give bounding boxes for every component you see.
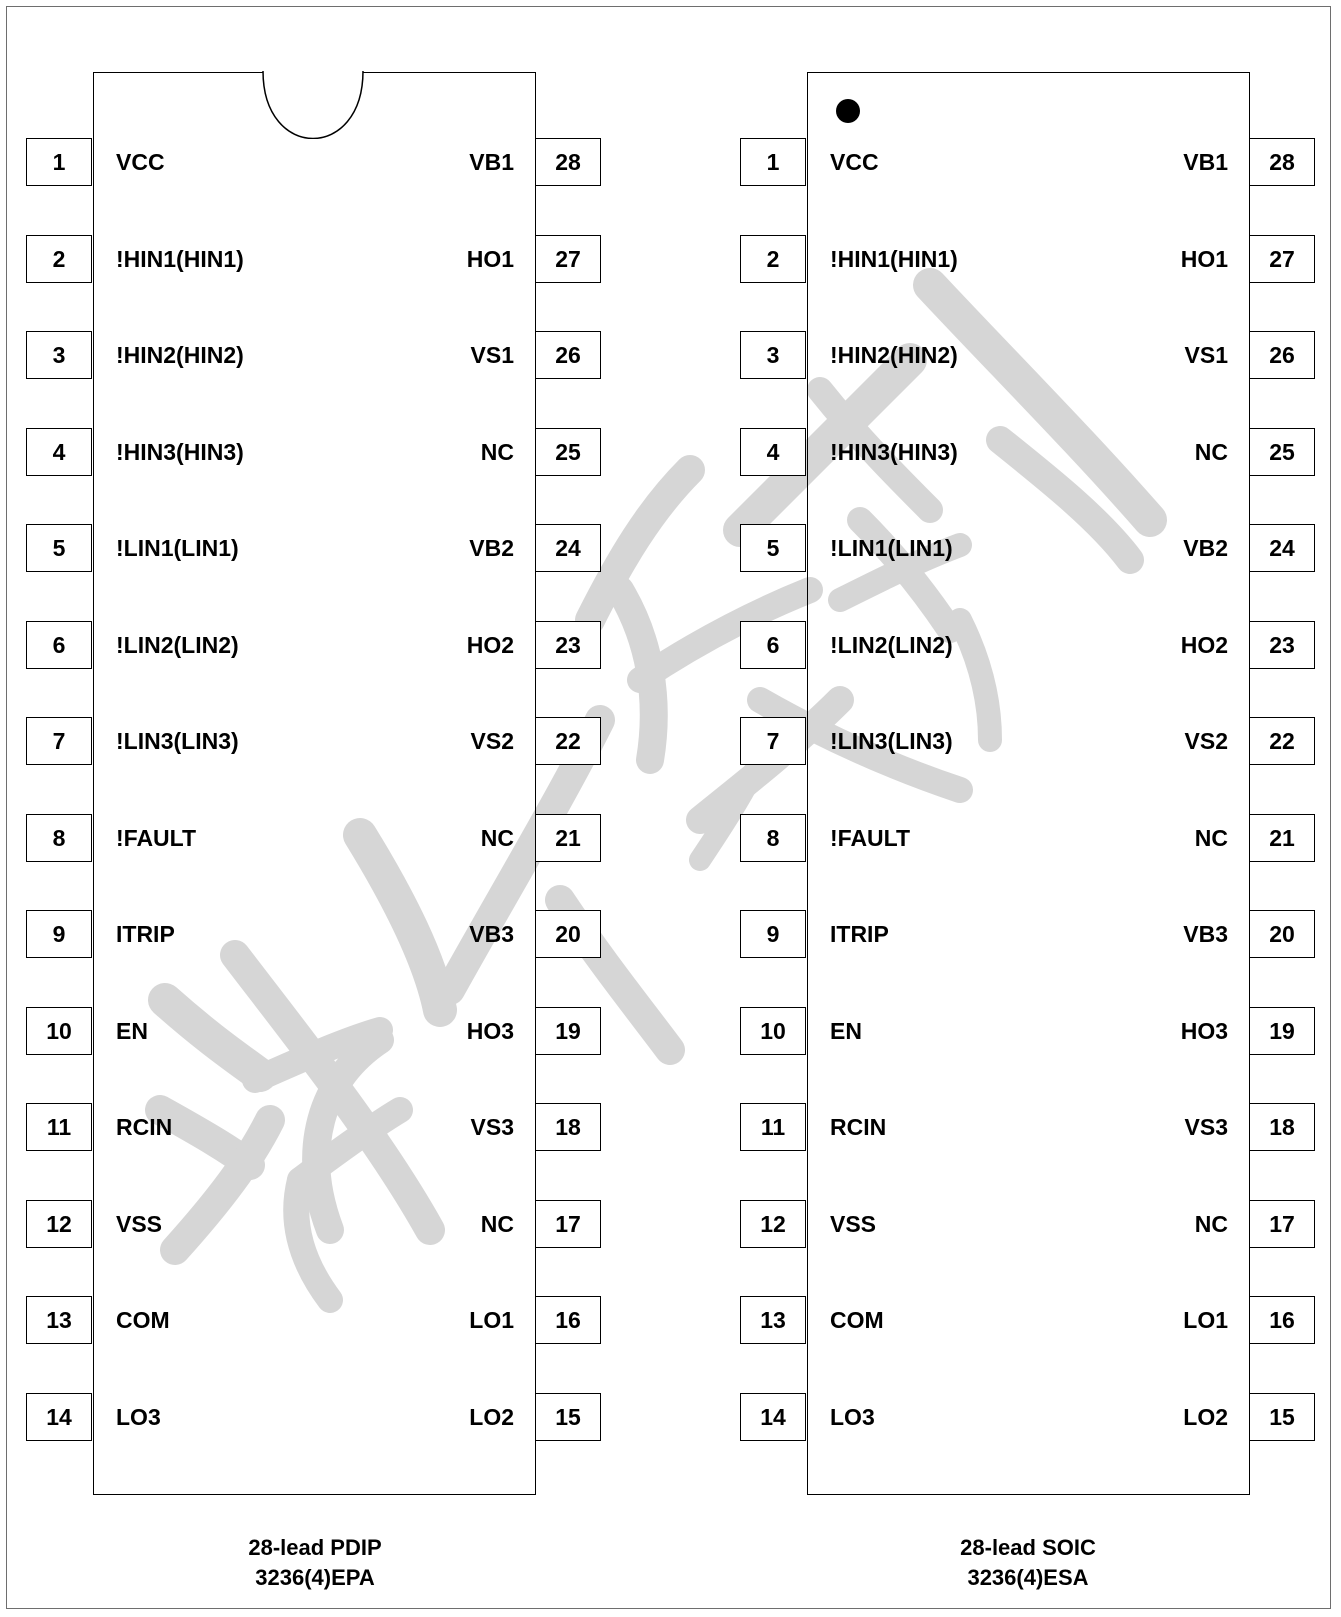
soic-caption-line2: 3236(4)ESA [967, 1565, 1089, 1590]
pdip-pin-box-12: 12 [26, 1200, 92, 1248]
pdip-pin-box-28: 28 [535, 138, 601, 186]
pdip-pin-box-15: 15 [535, 1393, 601, 1441]
pdip-pin-box-1: 1 [26, 138, 92, 186]
soic-pin-box-6: 6 [740, 621, 806, 669]
soic-pin-label-12: VSS [830, 1211, 877, 1237]
pdip-pin-label-4: !HIN3(HIN3) [116, 439, 244, 465]
soic-pin-label-14: LO3 [830, 1404, 875, 1430]
pdip-pin-label-28: VB1 [469, 149, 514, 175]
pdip-pin-label-27: HO1 [466, 246, 514, 272]
pdip-pin-box-26: 26 [535, 331, 601, 379]
soic-pin-label-17: NC [1194, 1211, 1228, 1237]
soic-pin-label-18: VS3 [1184, 1114, 1228, 1140]
soic-pin-box-14: 14 [740, 1393, 806, 1441]
pdip-pin-label-5: !LIN1(LIN1) [116, 535, 239, 561]
soic-package-body [807, 72, 1250, 1495]
soic-pin-label-19: HO3 [1180, 1018, 1228, 1044]
pdip-pin-box-9: 9 [26, 910, 92, 958]
pdip-pin-box-10: 10 [26, 1007, 92, 1055]
pdip-pin-box-2: 2 [26, 235, 92, 283]
pin1-notch-marker [262, 71, 364, 139]
soic-pin-box-7: 7 [740, 717, 806, 765]
pdip-pin-label-11: RCIN [116, 1114, 173, 1140]
pdip-caption [115, 1533, 515, 1593]
pdip-pin-label-25: NC [480, 439, 514, 465]
pdip-pin-box-3: 3 [26, 331, 92, 379]
soic-pin-label-2: !HIN1(HIN1) [830, 246, 958, 272]
soic-pin-label-11: RCIN [830, 1114, 887, 1140]
soic-pin-label-26: VS1 [1184, 342, 1228, 368]
soic-pin-label-4: !HIN3(HIN3) [830, 439, 958, 465]
soic-pin-label-22: VS2 [1184, 728, 1228, 754]
pdip-pin-box-22: 22 [535, 717, 601, 765]
soic-pin-label-6: !LIN2(LIN2) [830, 632, 953, 658]
soic-pin-box-18: 18 [1249, 1103, 1315, 1151]
pdip-pin-box-11: 11 [26, 1103, 92, 1151]
soic-pin-box-2: 2 [740, 235, 806, 283]
soic-pin-box-22: 22 [1249, 717, 1315, 765]
soic-pin-box-9: 9 [740, 910, 806, 958]
pin1-dot-marker [836, 99, 860, 123]
pdip-pin-box-20: 20 [535, 910, 601, 958]
soic-pin-label-20: VB3 [1183, 921, 1228, 947]
pdip-pin-label-13: COM [116, 1307, 170, 1333]
soic-pin-box-23: 23 [1249, 621, 1315, 669]
pdip-pin-box-6: 6 [26, 621, 92, 669]
pdip-pin-label-18: VS3 [470, 1114, 514, 1140]
pdip-pin-label-14: LO3 [116, 1404, 161, 1430]
soic-pin-box-26: 26 [1249, 331, 1315, 379]
soic-pin-box-20: 20 [1249, 910, 1315, 958]
soic-pin-box-25: 25 [1249, 428, 1315, 476]
pdip-pin-label-3: !HIN2(HIN2) [116, 342, 244, 368]
pdip-caption-line1: 28-lead PDIP [248, 1535, 382, 1560]
pdip-pin-box-16: 16 [535, 1296, 601, 1344]
pdip-pin-label-22: VS2 [470, 728, 514, 754]
pdip-pin-label-15: LO2 [469, 1404, 514, 1430]
soic-pin-label-27: HO1 [1180, 246, 1228, 272]
soic-pin-box-21: 21 [1249, 814, 1315, 862]
pdip-pin-label-10: EN [116, 1018, 148, 1044]
soic-pin-box-8: 8 [740, 814, 806, 862]
soic-pin-box-17: 17 [1249, 1200, 1315, 1248]
soic-pin-label-16: LO1 [1183, 1307, 1228, 1333]
soic-pin-label-25: NC [1194, 439, 1228, 465]
soic-pin-label-24: VB2 [1183, 535, 1228, 561]
soic-pin-box-15: 15 [1249, 1393, 1315, 1441]
pdip-pin-box-4: 4 [26, 428, 92, 476]
pdip-pin-label-19: HO3 [466, 1018, 514, 1044]
soic-pin-label-13: COM [830, 1307, 884, 1333]
pdip-caption-line2: 3236(4)EPA [255, 1565, 375, 1590]
pdip-pin-label-12: VSS [116, 1211, 163, 1237]
soic-pin-box-4: 4 [740, 428, 806, 476]
soic-pin-box-27: 27 [1249, 235, 1315, 283]
pdip-pin-label-23: HO2 [466, 632, 514, 658]
pdip-pin-label-17: NC [480, 1211, 514, 1237]
pdip-pin-box-5: 5 [26, 524, 92, 572]
soic-pin-box-12: 12 [740, 1200, 806, 1248]
pdip-pin-label-9: ITRIP [116, 921, 175, 947]
pdip-pin-box-17: 17 [535, 1200, 601, 1248]
soic-pin-label-7: !LIN3(LIN3) [830, 728, 953, 754]
soic-pin-label-5: !LIN1(LIN1) [830, 535, 953, 561]
soic-pin-label-28: VB1 [1183, 149, 1228, 175]
pdip-pin-label-7: !LIN3(LIN3) [116, 728, 239, 754]
pdip-pin-label-21: NC [480, 825, 514, 851]
soic-pin-box-13: 13 [740, 1296, 806, 1344]
soic-pin-label-9: ITRIP [830, 921, 889, 947]
soic-caption-line1: 28-lead SOIC [960, 1535, 1096, 1560]
soic-pin-box-19: 19 [1249, 1007, 1315, 1055]
soic-pin-box-5: 5 [740, 524, 806, 572]
soic-pin-label-8: !FAULT [830, 825, 911, 851]
pdip-pin-box-21: 21 [535, 814, 601, 862]
pdip-package-body [93, 72, 536, 1495]
pdip-pin-label-8: !FAULT [116, 825, 197, 851]
soic-pin-label-15: LO2 [1183, 1404, 1228, 1430]
pdip-pin-box-18: 18 [535, 1103, 601, 1151]
pdip-pin-box-13: 13 [26, 1296, 92, 1344]
pdip-pin-box-7: 7 [26, 717, 92, 765]
soic-pin-label-10: EN [830, 1018, 862, 1044]
pdip-pin-box-27: 27 [535, 235, 601, 283]
soic-pin-box-3: 3 [740, 331, 806, 379]
soic-pin-box-16: 16 [1249, 1296, 1315, 1344]
soic-pin-box-24: 24 [1249, 524, 1315, 572]
pdip-pin-box-25: 25 [535, 428, 601, 476]
pdip-pin-label-2: !HIN1(HIN1) [116, 246, 244, 272]
soic-pin-box-10: 10 [740, 1007, 806, 1055]
soic-pin-label-3: !HIN2(HIN2) [830, 342, 958, 368]
soic-pin-box-11: 11 [740, 1103, 806, 1151]
pdip-pin-box-24: 24 [535, 524, 601, 572]
soic-pin-box-1: 1 [740, 138, 806, 186]
pdip-pin-box-8: 8 [26, 814, 92, 862]
pdip-pin-box-14: 14 [26, 1393, 92, 1441]
soic-pin-label-1: VCC [830, 149, 879, 175]
pdip-pin-label-26: VS1 [470, 342, 514, 368]
soic-pin-box-28: 28 [1249, 138, 1315, 186]
pdip-pin-box-19: 19 [535, 1007, 601, 1055]
soic-caption [828, 1533, 1228, 1593]
pdip-pin-label-24: VB2 [469, 535, 514, 561]
pdip-pin-label-6: !LIN2(LIN2) [116, 632, 239, 658]
soic-pin-label-21: NC [1194, 825, 1228, 851]
soic-pin-label-23: HO2 [1180, 632, 1228, 658]
pdip-pin-label-20: VB3 [469, 921, 514, 947]
pdip-pin-box-23: 23 [535, 621, 601, 669]
pdip-pin-label-16: LO1 [469, 1307, 514, 1333]
pdip-pin-label-1: VCC [116, 149, 165, 175]
